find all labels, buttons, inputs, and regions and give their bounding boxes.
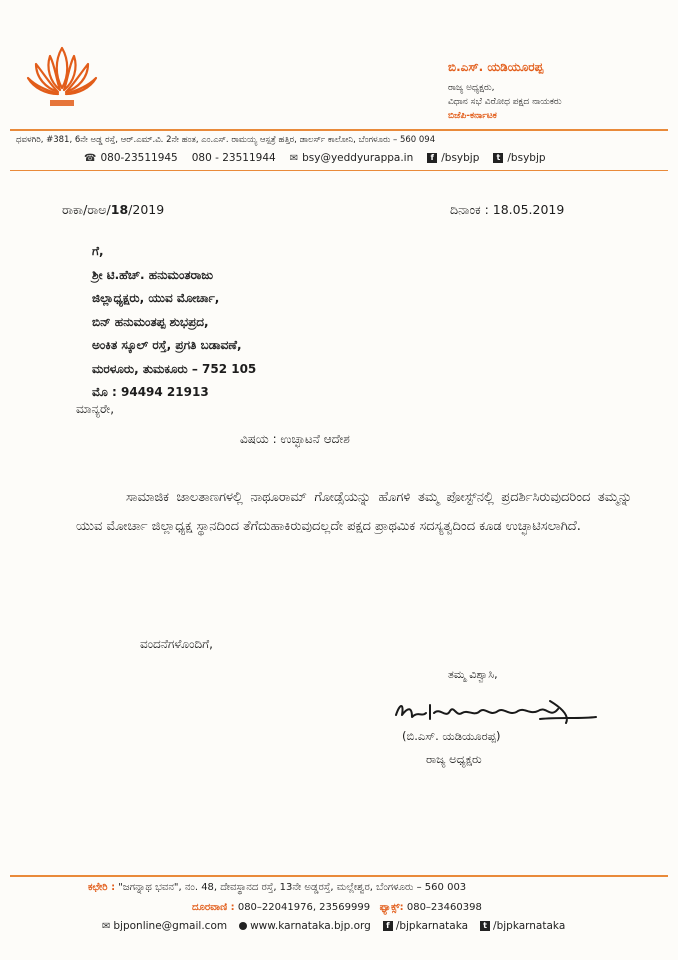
footer-office: ಕಛೇರಿ : "ಜಗನ್ನಾಥ ಭವನ", ನಂ. 48, ದೇವಸ್ಥಾನದ ರಸ್ತೆ, 13ನೇ ಅಡ್ಡರಸ್ತೆ, ಮಲ್ಲೇಶ್ವರ, ಬೆಂಗಳೂರು – 560 003 [88,882,467,893]
salutation: ಮಾನ್ಯರೇ, [76,402,115,416]
header-facebook: /bsybjp [441,152,480,164]
recipient-line: ಜಿಲ್ಲಾಧ್ಯಕ್ಷರು, ಯುವ ಮೋರ್ಚಾ, [92,291,220,305]
twitter-icon: t [480,921,490,931]
recipient-line: ಶ್ರೀ ಟಿ.ಹೆಚ್. ಹನುಮಂತರಾಜು [92,267,214,282]
reference-number: ರಾಕಾ/ರಾಅ/18/2019 [62,202,165,217]
header-identity [448,60,668,123]
letter-body [76,483,632,541]
footer-rule [10,875,668,877]
email-icon: ✉ [289,152,299,164]
footer-facebook: /bjpkarnataka [395,920,469,932]
facebook-icon: f [383,921,393,931]
header-email: bsy@yeddyurappa.in [302,152,414,164]
recipient-line: ಅಂಕಿತ ಸ್ಕೂಲ್ ರಸ್ತೆ, ಪ್ರಗತಿ ಬಡಾವಣೆ, [92,338,242,352]
twitter-icon: t [493,153,503,163]
footer-phones: ದೂರವಾಣಿ : 080–22041976, 23569999 ಫ್ಯಾಕ್ಸ್: 080–23460398 [192,902,482,913]
letter-date: ದಿನಾಂಕ : 18.05.2019 [450,202,565,217]
globe-icon [239,922,247,930]
header-phone-2: 080 - 23511944 [191,152,276,164]
closing: ವಂದನೆಗಳೊಂದಿಗೆ, [140,637,213,651]
header-address: ಧವಳಗಿರಿ, #381, 6ನೇ ಅಡ್ಡ ರಸ್ತೆ, ಆರ್.ಎಮ್.ವಿ. 2ನೇ ಹಂತ, ಎಂ.ಎಸ್. ರಾಮಯ್ಯ ಆಸ್ಪತ್ರೆ ಹತ್ತಿರ, ಡಾಲರ್ಸ್ ಕಾಲೋನಿ, ಬೆಂಗಳೂರು – 560 094 [16,135,436,145]
recipient-line: ಬಿನ್ ಹನುಮಂತಪ್ಪ ಶುಭಪ್ರದ, [92,314,209,329]
recipient-line: ಗೆ, [92,244,104,258]
footer-contact-row [102,920,565,932]
signer-name: (ಬಿ.ಎಸ್. ಯಡಿಯೂರಪ್ಪ) [402,729,501,743]
phone-icon: ☎ [84,152,97,164]
recipient-line: ಮೊ : 94494 21913 [92,385,209,399]
body-paragraph: ಸಾಮಾಜಿಕ ಜಾಲತಾಣಗಳಲ್ಲಿ ನಾಥೂರಾಮ್ ಗೋಡ್ಸೆಯನ್ನು ಹೊಗಳಿ ತಮ್ಮ ಪೋಸ್ಟ್‌ನಲ್ಲಿ ಪ್ರದರ್ಶಿಸಿರುವುದರಿಂದ ತಮ್ಮನ್ನು ಯುವ ಮೋರ್ಚಾ ಜಿಲ್ಲಾಧ್ಯಕ್ಷ ಸ್ಥಾನದಿಂದ ತೆಗೆದುಹಾಕಿರುವುದಲ್ಲದೇ ಪಕ್ಷದ ಪ್ರಾಥಮಿಕ ಸದಸ್ಯತ್ವದಿಂದ ಕೂಡ ಉಚ್ಛಾಟಿಸಲಾಗಿದೆ. [76,490,632,534]
header-designation-1: ರಾಜ್ಯ ಅಧ್ಯಕ್ಷರು, [448,83,495,93]
footer-email: bjponline@gmail.com [113,920,228,932]
header-party: ಬಿಜೆಪಿ-ಕರ್ನಾಟಕ [448,111,497,121]
recipient-block [92,240,256,405]
header-rule-top [10,129,668,131]
email-icon: ✉ [102,920,111,932]
footer-website: www.karnataka.bjp.org [250,920,371,932]
header-rule-bottom [10,170,668,171]
bjp-lotus-logo-icon [22,42,102,114]
header-designation-2: ವಿಧಾನ ಸಭೆ ವಿರೋಧ ಪಕ್ಷದ ನಾಯಕರು [448,97,562,107]
subject-line: ವಿಷಯ : ಉಚ್ಛಾಟನೆ ಆದೇಶ [240,432,350,446]
recipient-line: ಮರಳೂರು, ತುಮಕೂರು – 752 105 [92,361,257,376]
header-name: ಬಿ.ಎಸ್. ಯಡಿಯೂರಪ್ಪ [448,60,544,74]
yours-faithfully: ತಮ್ಮ ವಿಶ್ವಾಸಿ, [448,668,498,681]
facebook-icon: f [427,153,437,163]
header-twitter: /bsybjp [507,152,546,164]
signer-title: ರಾಜ್ಯ ಅಧ್ಯಕ್ಷರು [426,752,482,766]
header-contact-row [84,152,644,164]
handwritten-signature [390,693,600,731]
footer-twitter: /bjpkarnataka [493,920,566,932]
header-phone-1: 080-23511945 [100,152,178,164]
